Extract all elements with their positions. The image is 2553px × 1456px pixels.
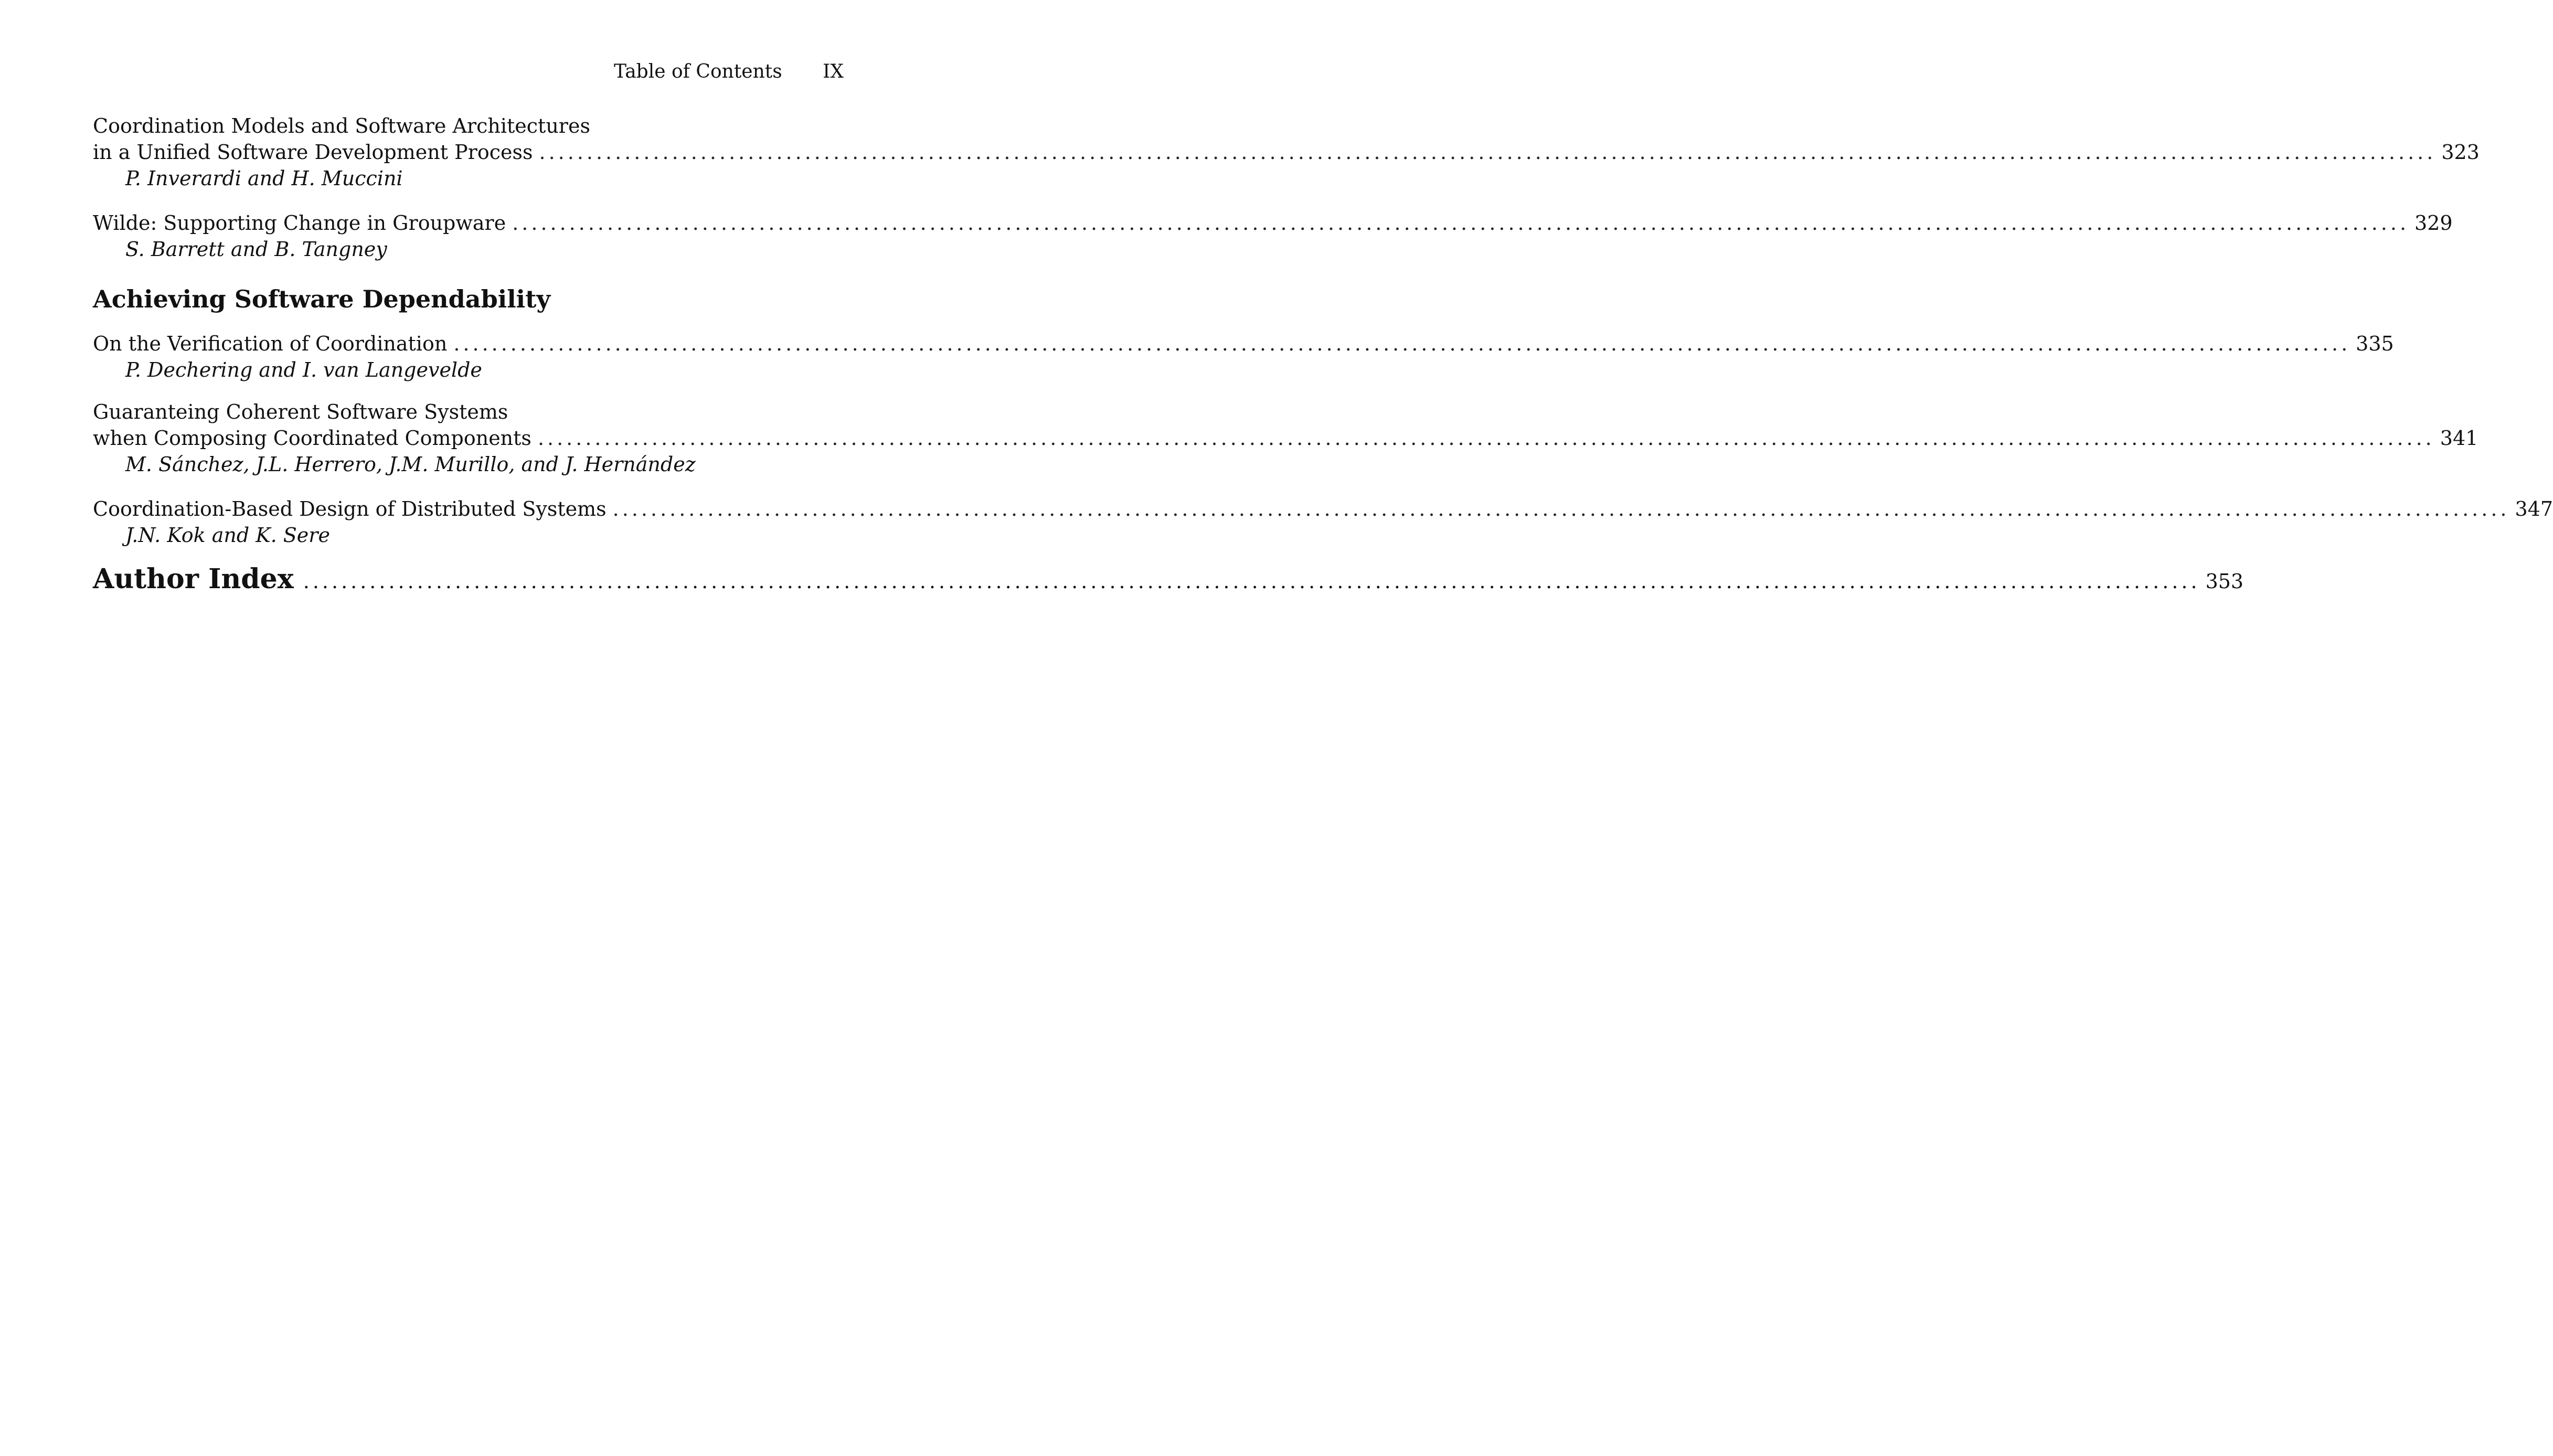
toc-entry-page: 347: [2515, 497, 2553, 520]
toc-entry-page: 329: [2414, 211, 2453, 235]
toc-entry-authors: J.N. Kok and K. Sere: [125, 524, 330, 547]
dot-leader: ........................................................................................................................................................................................................: [612, 497, 2510, 520]
author-index-title: Author Index: [93, 563, 294, 595]
toc-entry-title: in a Unified Software Development Process: [93, 141, 533, 164]
toc-entry[interactable]: [93, 210, 2453, 236]
toc-entry-authors: S. Barrett and B. Tangney: [125, 238, 387, 261]
toc-entry[interactable]: [93, 331, 2394, 357]
toc-entry-authors: P. Dechering and I. van Langevelde: [125, 358, 482, 381]
dot-leader: ........................................................................................................................................................................................................: [537, 427, 2435, 450]
author-index-page: 353: [2205, 570, 2244, 593]
toc-entry-title: Wilde: Supporting Change in Groupware: [93, 211, 506, 235]
running-head: [614, 59, 844, 85]
toc-entry[interactable]: [93, 139, 2480, 165]
toc-entry-title: On the Verification of Coordination: [93, 332, 448, 355]
dot-leader: ........................................................................................................................................................................................................: [453, 332, 2351, 355]
dot-leader: ........................................................................................................................................................................................................: [512, 211, 2410, 235]
dot-leader: ........................................................................................................................................................................................................: [303, 570, 2200, 593]
toc-entry-page: 341: [2440, 427, 2478, 450]
section-heading: Achieving Software Dependability: [93, 285, 551, 313]
running-head-title: Table of Contents: [614, 61, 782, 82]
toc-entry-page: 335: [2356, 332, 2394, 355]
toc-entry[interactable]: [93, 425, 2478, 451]
running-head-page-number: IX: [823, 61, 844, 82]
toc-entry-title: Coordination-Based Design of Distributed Systems: [93, 497, 607, 520]
toc-entry-authors: P. Inverardi and H. Muccini: [125, 167, 403, 190]
toc-entry-page: 323: [2441, 141, 2480, 164]
author-index-entry[interactable]: [93, 562, 2244, 596]
toc-entry[interactable]: [93, 496, 2553, 522]
toc-entry-authors: M. Sánchez, J.L. Herrero, J.M. Murillo, and J. Hernández: [125, 453, 696, 476]
toc-entry-title: Coordination Models and Software Architectures: [93, 114, 590, 137]
toc-entry-title: Guaranteing Coherent Software Systems: [93, 400, 508, 423]
toc-entry-title: when Composing Coordinated Components: [93, 427, 531, 450]
dot-leader: ........................................................................................................................................................................................................: [539, 141, 2437, 164]
